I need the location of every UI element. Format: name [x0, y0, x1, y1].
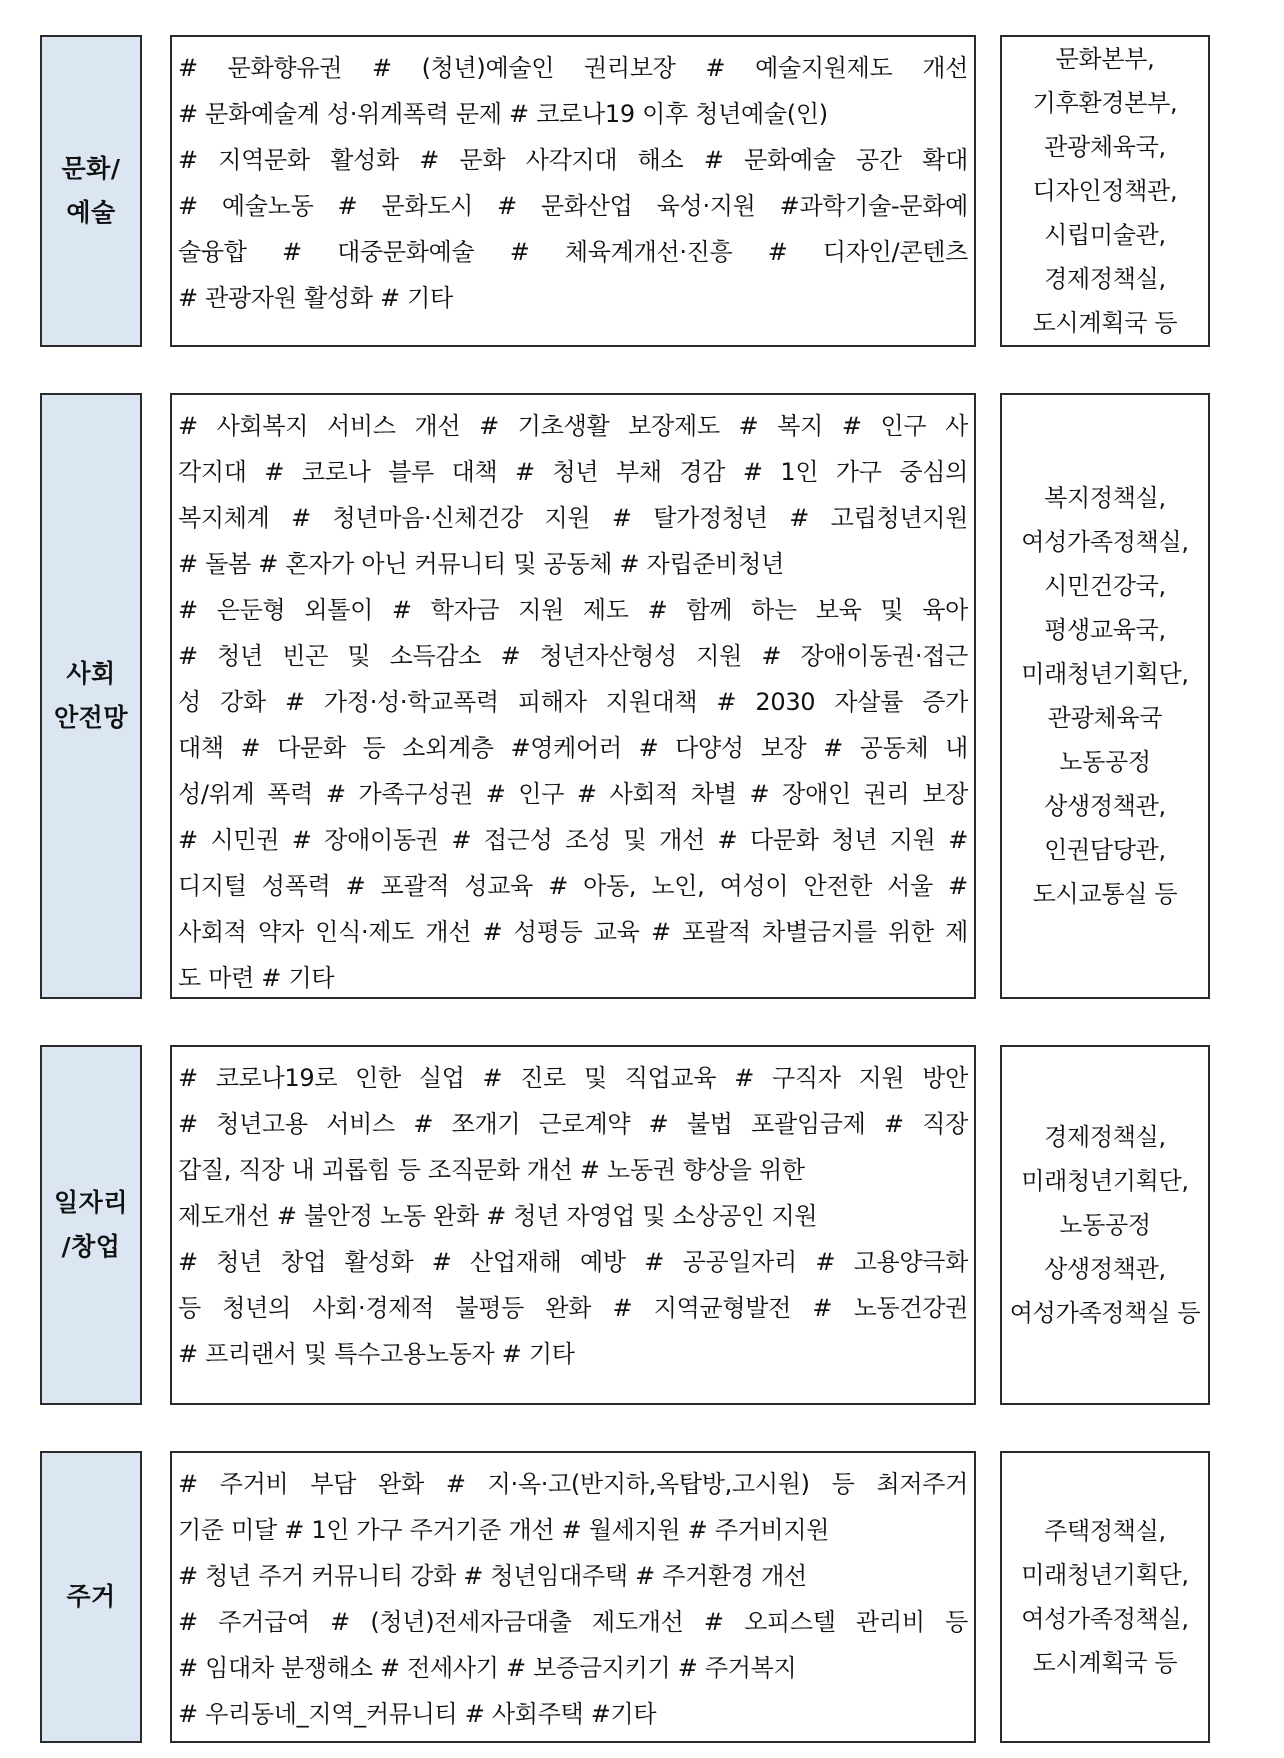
department-line: 여성가족정책실,	[1021, 1605, 1189, 1633]
tag-line: # 돌봄 # 혼자가 아닌 커뮤니티 및 공동체 # 자립준비청년	[178, 550, 784, 578]
tag-line: 기준 미달 # 1인 가구 주거기준 개선 # 월세지원 # 주거비지원	[178, 1516, 830, 1544]
tag-line: # 예술노동 # 문화도시 # 문화산업 육성·지원 #과학기술-문화예	[178, 192, 968, 220]
keyword-tags-box	[170, 393, 976, 999]
category-label: 주거	[66, 1582, 116, 1611]
category-label: 문화/ 예술	[61, 154, 121, 227]
tag-line: # 청년고용 서비스 # 쪼개기 근로계약 # 불법 포괄임금제 # 직장	[178, 1110, 968, 1138]
departments-box	[1000, 35, 1210, 347]
tag-line: # 지역문화 활성화 # 문화 사각지대 해소 # 문화예술 공간 확대	[178, 146, 968, 174]
tag-line: # 임대차 분쟁해소 # 전세사기 # 보증금지키기 # 주거복지	[178, 1654, 797, 1682]
category-label-box	[40, 1451, 142, 1743]
tag-line: # 사회복지 서비스 개선 # 기초생활 보장제도 # 복지 # 인구 사	[178, 412, 968, 440]
department-line: 디자인정책관,	[1032, 177, 1178, 205]
tag-line: 성/위계 폭력 # 가족구성권 # 인구 # 사회적 차별 # 장애인 권리 보장	[178, 780, 968, 808]
tag-line: 술융합 # 대중문화예술 # 체육계개선·진흥 # 디자인/콘텐츠	[178, 238, 968, 266]
department-line: 미래청년기획단,	[1021, 660, 1189, 688]
department-line: 관광체육국	[1047, 704, 1163, 732]
keyword-tags-box	[170, 1045, 976, 1405]
department-line: 도시계획국 등	[1032, 309, 1178, 337]
department-line: 시민건강국,	[1044, 572, 1166, 600]
department-line: 인권담당관,	[1044, 836, 1166, 864]
tag-line: # 은둔형 외톨이 # 학자금 지원 제도 # 함께 하는 보육 및 육아	[178, 596, 968, 624]
category-label: 사회 안전망	[54, 659, 128, 732]
department-line: 관광체육국,	[1044, 133, 1166, 161]
tag-line: # 청년 주거 커뮤니티 강화 # 청년임대주택 # 주거환경 개선	[178, 1562, 807, 1590]
tag-line: 사회적 약자 인식·제도 개선 # 성평등 교육 # 포괄적 차별금지를 위한 제	[178, 918, 968, 946]
departments-box	[1000, 393, 1210, 999]
tag-line: # 코로나19로 인한 실업 # 진로 및 직업교육 # 구직자 지원 방안	[178, 1064, 968, 1092]
department-line: 상생정책관,	[1044, 792, 1166, 820]
tag-line: # 문화향유권 # (청년)예술인 권리보장 # 예술지원제도 개선	[178, 54, 968, 82]
department-line: 노동공정	[1059, 748, 1151, 776]
department-line: 복지정책실,	[1044, 484, 1166, 512]
tag-line: # 주거급여 # (청년)전세자금대출 제도개선 # 오피스텔 관리비 등	[178, 1608, 968, 1636]
department-line: 도시교통실 등	[1032, 880, 1178, 908]
tag-line: # 청년 빈곤 및 소득감소 # 청년자산형성 지원 # 장애이동권·접근	[178, 642, 968, 670]
department-line: 여성가족정책실 등	[1009, 1299, 1201, 1327]
tag-line: 등 청년의 사회·경제적 불평등 완화 # 지역균형발전 # 노동건강권	[178, 1294, 968, 1322]
department-line: 시립미술관,	[1044, 221, 1166, 249]
tag-line: # 문화예술계 성·위계폭력 문제 # 코로나19 이후 청년예술(인)	[178, 100, 828, 128]
department-line: 경제정책실,	[1044, 1123, 1166, 1151]
category-label: 일자리 /창업	[54, 1188, 128, 1261]
category-label-box	[40, 35, 142, 347]
tag-line: # 관광자원 활성화 # 기타	[178, 284, 453, 312]
tag-line: 복지체계 # 청년마음·신체건강 지원 # 탈가정청년 # 고립청년지원	[178, 504, 968, 532]
tag-line: # 청년 창업 활성화 # 산업재해 예방 # 공공일자리 # 고용양극화	[178, 1248, 968, 1276]
category-label-box	[40, 393, 142, 999]
keyword-tags-box	[170, 35, 976, 347]
tag-line: # 우리동네_지역_커뮤니티 # 사회주택 #기타	[178, 1700, 657, 1728]
department-line: 경제정책실,	[1044, 265, 1166, 293]
department-line: 미래청년기획단,	[1021, 1167, 1189, 1195]
section-social-safety-net	[0, 393, 1284, 999]
department-line: 주택정책실,	[1044, 1517, 1166, 1545]
department-line: 평생교육국,	[1044, 616, 1166, 644]
tag-line: 대책 # 다문화 등 소외계층 #영케어러 # 다양성 보장 # 공동체 내	[178, 734, 968, 762]
department-line: 상생정책관,	[1044, 1255, 1166, 1283]
tag-line: 갑질, 직장 내 괴롭힘 등 조직문화 개선 # 노동권 향상을 위한	[178, 1156, 805, 1184]
tag-line: # 시민권 # 장애이동권 # 접근성 조성 및 개선 # 다문화 청년 지원 #	[178, 826, 968, 854]
department-line: 기후환경본부,	[1032, 89, 1178, 117]
tag-line: # 주거비 부담 완화 # 지·옥·고(반지하,옥탑방,고시원) 등 최저주거	[178, 1470, 968, 1498]
keyword-tags-box	[170, 1451, 976, 1743]
department-line: 여성가족정책실,	[1021, 528, 1189, 556]
tag-line: 제도개선 # 불안정 노동 완화 # 청년 자영업 및 소상공인 지원	[178, 1202, 818, 1230]
tag-line: 도 마련 # 기타	[178, 964, 335, 992]
department-line: 미래청년기획단,	[1021, 1561, 1189, 1589]
departments-box	[1000, 1451, 1210, 1743]
tag-line: # 프리랜서 및 특수고용노동자 # 기타	[178, 1340, 575, 1368]
section-jobs-startups	[0, 1045, 1284, 1405]
departments-box	[1000, 1045, 1210, 1405]
section-culture-arts	[0, 35, 1284, 347]
category-label-box	[40, 1045, 142, 1405]
department-line: 문화본부,	[1055, 45, 1155, 73]
department-line: 노동공정	[1059, 1211, 1151, 1239]
tag-line: 성 강화 # 가정·성·학교폭력 피해자 지원대책 # 2030 자살률 증가	[178, 688, 968, 716]
section-housing	[0, 1451, 1284, 1743]
tag-line: 각지대 # 코로나 블루 대책 # 청년 부채 경감 # 1인 가구 중심의	[178, 458, 968, 486]
department-line: 도시계획국 등	[1032, 1649, 1178, 1677]
tag-line: 디지털 성폭력 # 포괄적 성교육 # 아동, 노인, 여성이 안전한 서울 #	[178, 872, 968, 900]
